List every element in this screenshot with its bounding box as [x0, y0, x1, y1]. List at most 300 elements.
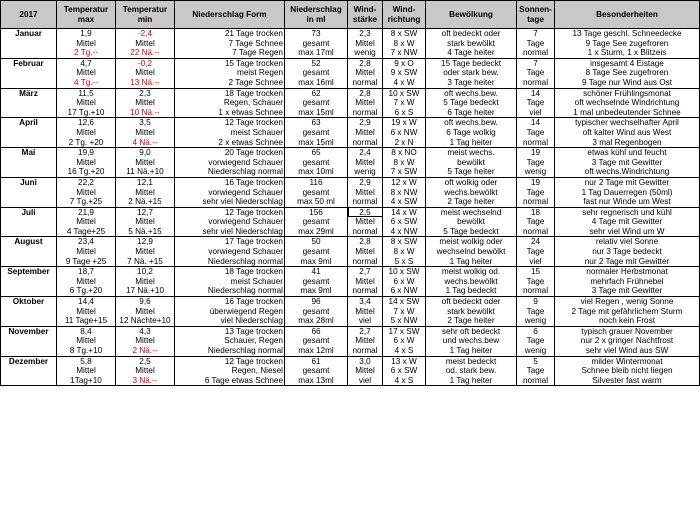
table-cell: 7 x NW: [383, 48, 426, 58]
table-cell: Tage: [517, 128, 555, 138]
table-cell: viel: [517, 257, 555, 267]
table-cell: sehr regnerisch und kühl: [555, 207, 700, 217]
table-cell: Silvester fast warm: [555, 376, 700, 386]
table-cell: Mittel: [116, 217, 175, 227]
table-cell: 2 Tg.--: [57, 48, 116, 58]
table-cell: max 10ml: [285, 167, 348, 177]
table-cell: 12 x W: [383, 177, 426, 187]
table-cell: 14 x W: [383, 207, 426, 217]
table-cell: normal: [348, 138, 383, 148]
table-cell: 12 Tage trocken: [175, 356, 285, 366]
table-cell: 4 Tage mit Gewitter: [555, 217, 700, 227]
table-cell: Mittel: [348, 158, 383, 168]
table-cell: meist wolkig od.: [426, 267, 517, 277]
table-cell: oft kalter Wind aus West: [555, 128, 700, 138]
table-cell: Mittel: [57, 247, 116, 257]
month-row: [1, 227, 700, 237]
table-cell: Schnee bleib nicht liegen: [555, 366, 700, 376]
table-cell: nur 2 Tage mit Gewitter: [555, 177, 700, 187]
table-cell: meist wechselnd: [426, 207, 517, 217]
table-cell: meist Regen: [175, 68, 285, 78]
table-cell: 5 x S: [383, 257, 426, 267]
table-cell: max 28ml: [285, 316, 348, 326]
month-name: März: [1, 88, 57, 118]
month-row: [1, 277, 700, 287]
table-cell: 8 x W: [383, 158, 426, 168]
table-cell: 4 Tg.--: [57, 78, 116, 88]
table-cell: 18: [517, 207, 555, 217]
table-cell: 12 Tage trocken: [175, 118, 285, 128]
month-row: [1, 297, 700, 307]
month-row: [1, 48, 700, 58]
table-cell: Tage: [517, 98, 555, 108]
table-cell: 22 Nä.--: [116, 48, 175, 58]
header-tmin: Temperatur min: [116, 1, 175, 29]
table-cell: 4,7: [57, 58, 116, 68]
table-cell: max 15ml: [285, 108, 348, 118]
table-cell: Tage: [517, 68, 555, 78]
table-cell: oft wechs.bew.: [426, 88, 517, 98]
table-cell: 2,5: [348, 207, 383, 217]
table-cell: 16 Tage trocken: [175, 297, 285, 307]
table-cell: 7 Tage Regen: [175, 48, 285, 58]
table-cell: 10 x SW: [383, 267, 426, 277]
table-cell: 3 mal Regenbogen: [555, 138, 700, 148]
month-row: [1, 128, 700, 138]
month-name: November: [1, 326, 57, 356]
table-cell: 12 Nächte+10: [116, 316, 175, 326]
table-cell: gesamt: [285, 277, 348, 287]
month-row: [1, 98, 700, 108]
table-cell: bewölkt: [426, 158, 517, 168]
table-cell: Mittel: [348, 366, 383, 376]
month-name: Februar: [1, 58, 57, 88]
month-row: [1, 39, 700, 49]
table-cell: gesamt: [285, 98, 348, 108]
table-cell: 12 Tage trocken: [175, 207, 285, 217]
table-cell: viel Regen , wenig Sonne: [555, 297, 700, 307]
table-cell: 5 Tage heiter: [426, 167, 517, 177]
month-row: [1, 68, 700, 78]
table-cell: Mittel: [348, 128, 383, 138]
month-row: [1, 316, 700, 326]
table-cell: 2,3: [116, 88, 175, 98]
month-row: [1, 376, 700, 386]
table-cell: Niederschlag normal: [175, 257, 285, 267]
table-cell: wenig: [517, 316, 555, 326]
table-cell: 7 x W: [383, 307, 426, 317]
table-cell: od. stark bew.: [426, 366, 517, 376]
table-cell: Mittel: [57, 68, 116, 78]
table-cell: 1 Tag bedeckt: [426, 286, 517, 296]
table-cell: sehr oft bedeckt: [426, 326, 517, 336]
table-cell: 12,6: [57, 118, 116, 128]
table-cell: 3,4: [348, 297, 383, 307]
table-cell: 2,3: [348, 29, 383, 39]
table-cell: 15 Tage trocken: [175, 58, 285, 68]
table-cell: sehr viel Wind aus SW: [555, 346, 700, 356]
table-cell: 1 Tag heiter: [426, 257, 517, 267]
month-row: [1, 188, 700, 198]
month-row: [1, 267, 700, 277]
table-cell: Mittel: [116, 158, 175, 168]
table-cell: 1 x Sturm, 1 x Blitzeis: [555, 48, 700, 58]
table-cell: 3,5: [116, 118, 175, 128]
table-cell: 8 x NO: [383, 148, 426, 158]
month-row: [1, 307, 700, 317]
table-cell: 19 x W: [383, 118, 426, 128]
table-cell: 23,4: [57, 237, 116, 247]
table-cell: gesamt: [285, 366, 348, 376]
header-form: Niederschlag Form: [175, 1, 285, 29]
table-cell: 1Tag+10: [57, 376, 116, 386]
table-cell: 8 Tg.+10: [57, 346, 116, 356]
table-cell: 1 Tag heiter: [426, 346, 517, 356]
table-cell: meist wechs.: [426, 148, 517, 158]
table-cell: Tage: [517, 217, 555, 227]
table-cell: 3 Tage mit Gewitter: [555, 286, 700, 296]
table-cell: 2 Tg. +20: [57, 138, 116, 148]
table-cell: 18 Tage trocken: [175, 88, 285, 98]
table-cell: gesamt: [285, 307, 348, 317]
month-row: [1, 167, 700, 177]
table-cell: Mittel: [57, 158, 116, 168]
table-cell: max 9ml: [285, 257, 348, 267]
table-cell: Mittel: [348, 188, 383, 198]
table-cell: 6 Tage heiter: [426, 108, 517, 118]
table-cell: viel Niederschlag: [175, 316, 285, 326]
table-cell: 2 x N: [383, 138, 426, 148]
table-cell: Tage: [517, 158, 555, 168]
month-row: [1, 108, 700, 118]
table-cell: meist bedeckt: [426, 356, 517, 366]
table-cell: Regen, Schauer: [175, 98, 285, 108]
table-cell: 5 Nä.+15: [116, 227, 175, 237]
table-cell: gesamt: [285, 188, 348, 198]
table-cell: und wechs.bew: [426, 336, 517, 346]
table-cell: Tage: [517, 277, 555, 287]
table-cell: 21,9: [57, 207, 116, 217]
table-cell: 8 x SW: [383, 237, 426, 247]
table-cell: gesamt: [285, 217, 348, 227]
table-cell: 15: [517, 267, 555, 277]
table-cell: gesamt: [285, 128, 348, 138]
table-cell: 13 x W: [383, 356, 426, 366]
table-cell: meist wolkig oder: [426, 237, 517, 247]
table-cell: 21 Tage trocken: [175, 29, 285, 39]
table-cell: 6 x NW: [383, 128, 426, 138]
table-cell: vorwiegend Schauer: [175, 188, 285, 198]
table-cell: 5 Tage bedeckt: [426, 98, 517, 108]
table-cell: 4 x W: [383, 78, 426, 88]
table-cell: nur 2 Tage mit Gewitter: [555, 257, 700, 267]
table-cell: normal: [348, 227, 383, 237]
table-cell: 6 x W: [383, 277, 426, 287]
month-row: [1, 346, 700, 356]
table-cell: 7 Tg.+25: [57, 197, 116, 207]
table-cell: 7 Nä. +15: [116, 257, 175, 267]
table-cell: 5: [517, 356, 555, 366]
table-cell: milder Wintermonat: [555, 356, 700, 366]
table-cell: Mittel: [116, 39, 175, 49]
table-cell: 17 x SW: [383, 326, 426, 336]
table-cell: 2,8: [348, 237, 383, 247]
table-cell: bewölkt: [426, 217, 517, 227]
month-row: [1, 217, 700, 227]
table-cell: 4 x S: [383, 376, 426, 386]
month-row: [1, 247, 700, 257]
header-windstaerke: Wind-stärke: [348, 1, 383, 29]
table-cell: 62: [285, 88, 348, 98]
table-cell: viel: [348, 376, 383, 386]
table-cell: 3 Tage heiter: [426, 78, 517, 88]
table-cell: nur 2 x gringer Nachtfrost: [555, 336, 700, 346]
month-row: [1, 138, 700, 148]
table-cell: 6 x SW: [383, 366, 426, 376]
header-besonderheiten: Besonderheiten: [555, 1, 700, 29]
table-cell: 14,4: [57, 297, 116, 307]
table-cell: 19: [517, 148, 555, 158]
month-row: [1, 207, 700, 217]
month-row: [1, 58, 700, 68]
table-cell: Mittel: [57, 277, 116, 287]
header-tmax: Temperatur max: [57, 1, 116, 29]
table-cell: 1,9: [57, 29, 116, 39]
table-cell: Tage: [517, 307, 555, 317]
table-cell: 4 Tage+25: [57, 227, 116, 237]
month-row: [1, 177, 700, 187]
table-cell: 2 Tage Schnee: [175, 78, 285, 88]
table-cell: Mittel: [57, 217, 116, 227]
table-cell: 4,3: [116, 326, 175, 336]
table-cell: fast nur Winde um West: [555, 197, 700, 207]
table-cell: oft wechselnde Windrichtung: [555, 98, 700, 108]
table-cell: Mittel: [57, 39, 116, 49]
table-cell: 2 Nä.--: [116, 346, 175, 356]
table-cell: max 15ml: [285, 138, 348, 148]
table-cell: 5,8: [57, 356, 116, 366]
table-cell: 24: [517, 237, 555, 247]
table-cell: 2 x etwas Schnee: [175, 138, 285, 148]
table-cell: Mittel: [116, 247, 175, 257]
table-cell: 11 Tage+15: [57, 316, 116, 326]
table-cell: 13 Tage geschl. Schneedecke: [555, 29, 700, 39]
table-cell: wenig: [348, 48, 383, 58]
table-cell: normal: [517, 227, 555, 237]
table-cell: normal: [348, 108, 383, 118]
table-cell: 52: [285, 58, 348, 68]
month-row: [1, 158, 700, 168]
table-cell: 8 x W: [383, 39, 426, 49]
table-cell: Mittel: [348, 277, 383, 287]
month-row: [1, 336, 700, 346]
table-cell: 16 Tg.+20: [57, 167, 116, 177]
month-row: [1, 257, 700, 267]
table-cell: 16 Tage trocken: [175, 177, 285, 187]
table-cell: insgesamt 4 Eistage: [555, 58, 700, 68]
month-row: [1, 366, 700, 376]
table-cell: 18 Tage trocken: [175, 267, 285, 277]
month-name: September: [1, 267, 57, 297]
table-cell: oft bedeckt oder: [426, 29, 517, 39]
table-cell: wechs.bewölkt: [426, 188, 517, 198]
table-cell: 7 Tage Schnee: [175, 39, 285, 49]
table-cell: normal: [517, 48, 555, 58]
table-cell: 9 x O: [383, 58, 426, 68]
table-cell: 116: [285, 177, 348, 187]
table-cell: 2 Nä.+15: [116, 197, 175, 207]
table-cell: Mittel: [116, 307, 175, 317]
table-cell: überwiegend Regen: [175, 307, 285, 317]
table-cell: Mittel: [348, 247, 383, 257]
table-cell: 14: [517, 88, 555, 98]
table-cell: 6 Tage wolkig: [426, 128, 517, 138]
month-name: Januar: [1, 29, 57, 59]
table-cell: etwas kühl und feucht: [555, 148, 700, 158]
table-cell: 9,0: [116, 148, 175, 158]
table-cell: max 9ml: [285, 286, 348, 296]
table-cell: normal: [517, 286, 555, 296]
table-cell: 50: [285, 237, 348, 247]
table-cell: normal: [517, 197, 555, 207]
table-cell: 6 x NW: [383, 286, 426, 296]
table-cell: oder stark bew.: [426, 68, 517, 78]
header-row: [1, 1, 700, 29]
table-cell: sehr viel Wind um W: [555, 227, 700, 237]
table-cell: Tage: [517, 39, 555, 49]
table-cell: normal: [348, 346, 383, 356]
table-cell: 4 Tage heiter: [426, 48, 517, 58]
table-cell: 6 x SW: [383, 217, 426, 227]
table-cell: 2,7: [348, 326, 383, 336]
table-cell: 13 Nä.--: [116, 78, 175, 88]
table-cell: schöner Frühlingsmonat: [555, 88, 700, 98]
month-row: [1, 29, 700, 39]
header-year: 2017: [1, 1, 57, 29]
table-cell: 7: [517, 58, 555, 68]
table-cell: max 16ml: [285, 78, 348, 88]
table-cell: sehr viel Niederschlag: [175, 227, 285, 237]
table-cell: oft bedeckt oder: [426, 297, 517, 307]
table-cell: -0,2: [116, 58, 175, 68]
table-cell: Mittel: [348, 217, 383, 227]
table-cell: Mittel: [57, 366, 116, 376]
month-row: [1, 286, 700, 296]
table-cell: 9: [517, 297, 555, 307]
month-row: [1, 118, 700, 128]
table-cell: relativ viel Sonne: [555, 237, 700, 247]
table-cell: 5 x NW: [383, 316, 426, 326]
month-name: Dezember: [1, 356, 57, 386]
month-row: [1, 148, 700, 158]
table-cell: normal: [348, 257, 383, 267]
table-cell: Tage: [517, 336, 555, 346]
table-cell: 9 Tage See zugefroren: [555, 39, 700, 49]
table-cell: nur 3 Tage bedeckt: [555, 247, 700, 257]
header-windrichtung: Wind-richtung: [383, 1, 426, 29]
month-name: August: [1, 237, 57, 267]
table-cell: 18,7: [57, 267, 116, 277]
table-cell: wenig: [348, 167, 383, 177]
table-cell: 6 Tg.+20: [57, 286, 116, 296]
table-cell: 8 x SW: [383, 29, 426, 39]
table-cell: 22,2: [57, 177, 116, 187]
table-cell: 1 x etwas Schnee: [175, 108, 285, 118]
table-cell: 6 Tage etwas Schnee: [175, 376, 285, 386]
table-cell: max 17ml: [285, 48, 348, 58]
table-cell: Mittel: [116, 336, 175, 346]
table-cell: 96: [285, 297, 348, 307]
month-row: [1, 78, 700, 88]
table-cell: 63: [285, 118, 348, 128]
header-bewoelkung: Bewölkung: [426, 1, 517, 29]
table-cell: Mittel: [116, 68, 175, 78]
table-cell: 8 Tage See zugefroren: [555, 68, 700, 78]
table-cell: meist Schauer: [175, 128, 285, 138]
month-name: Juni: [1, 177, 57, 207]
table-cell: 8 x W: [383, 247, 426, 257]
table-cell: Mittel: [57, 188, 116, 198]
table-cell: 6 x W: [383, 336, 426, 346]
table-cell: 20 Tage trocken: [175, 148, 285, 158]
table-cell: 6 x S: [383, 108, 426, 118]
month-row: [1, 237, 700, 247]
table-cell: gesamt: [285, 158, 348, 168]
table-cell: oft wolkig oder: [426, 177, 517, 187]
table-cell: Tage: [517, 247, 555, 257]
table-cell: meist Schauer: [175, 277, 285, 287]
table-cell: Mittel: [57, 128, 116, 138]
month-name: Mai: [1, 148, 57, 178]
table-cell: vorwiegend Schauer: [175, 247, 285, 257]
table-cell: 4 x SW: [383, 197, 426, 207]
table-cell: 41: [285, 267, 348, 277]
table-cell: 2,9: [348, 118, 383, 128]
table-cell: Mittel: [348, 68, 383, 78]
table-cell: 4 Nä.--: [116, 138, 175, 148]
table-cell: 73: [285, 29, 348, 39]
table-cell: gesamt: [285, 39, 348, 49]
table-cell: 2 Tage heiter: [426, 316, 517, 326]
month-name: April: [1, 118, 57, 148]
table-cell: 3,0: [348, 356, 383, 366]
table-cell: normal: [348, 197, 383, 207]
table-cell: 1 mal unbedeutender Schnee: [555, 108, 700, 118]
table-cell: 61: [285, 356, 348, 366]
table-cell: 2,8: [348, 88, 383, 98]
header-sonnentage: Sonnen-tage: [517, 1, 555, 29]
table-cell: Schauer, Regen: [175, 336, 285, 346]
table-cell: 17 Nä.+10: [116, 286, 175, 296]
table-cell: 19: [517, 177, 555, 187]
table-cell: 3 Tage mit Gewitter: [555, 158, 700, 168]
month-name: Oktober: [1, 297, 57, 327]
table-cell: noch kein Frost: [555, 316, 700, 326]
table-cell: 5 Tage bedeckt: [426, 227, 517, 237]
table-cell: max 12ml: [285, 346, 348, 356]
table-cell: 2,4: [348, 148, 383, 158]
table-cell: max 13ml: [285, 376, 348, 386]
table-cell: typisch grauer November: [555, 326, 700, 336]
table-cell: 7 x W: [383, 98, 426, 108]
table-cell: 11 Nä.+10: [116, 167, 175, 177]
table-cell: Mittel: [116, 128, 175, 138]
table-cell: Niederschlag normal: [175, 346, 285, 356]
table-cell: 9 Tage +25: [57, 257, 116, 267]
table-cell: Mittel: [348, 307, 383, 317]
table-cell: 7: [517, 29, 555, 39]
table-cell: mehrfach Frühnebel: [555, 277, 700, 287]
